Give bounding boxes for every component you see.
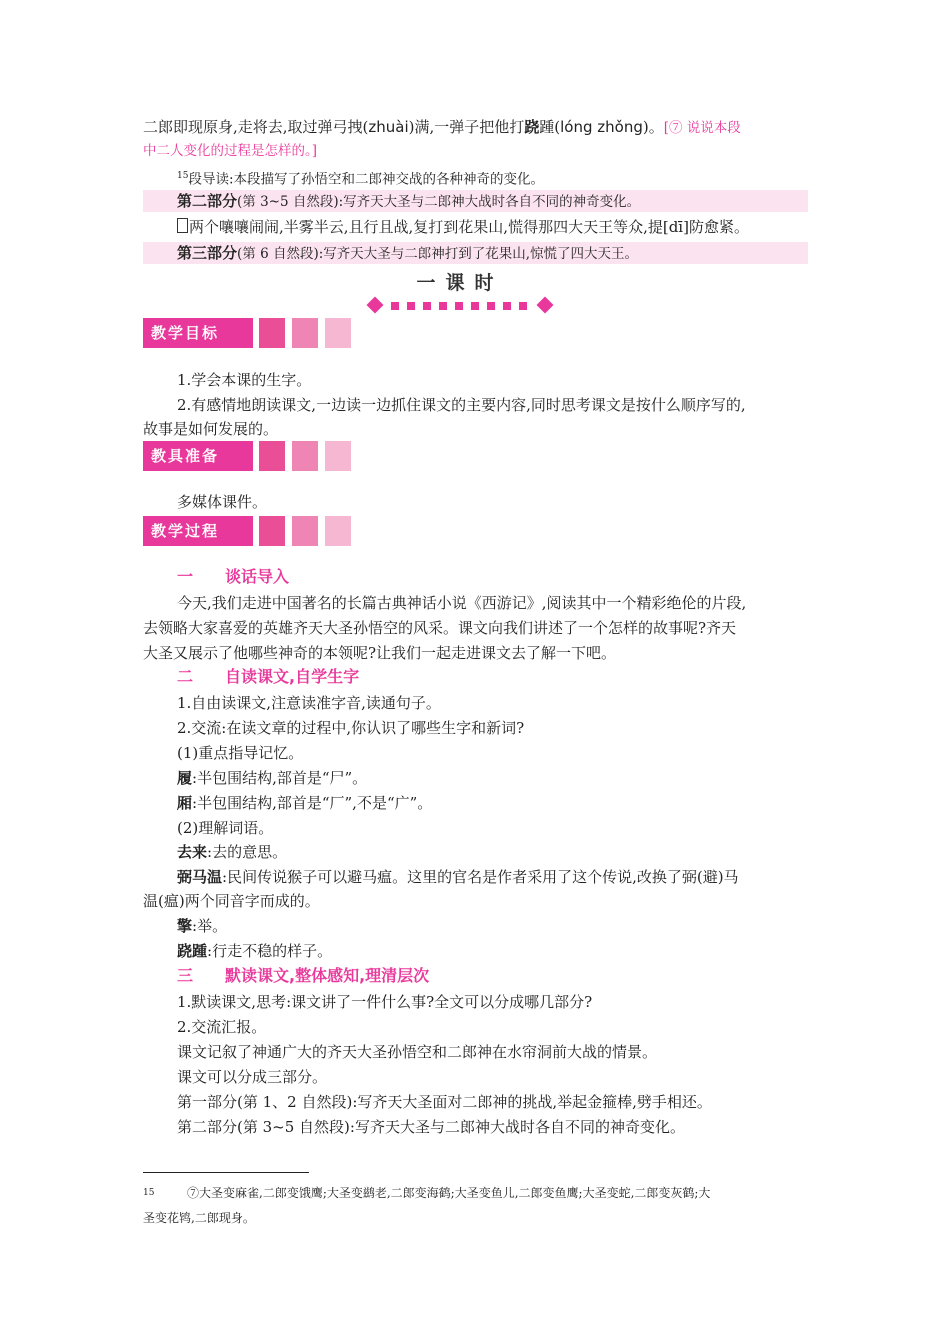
tag-square: [259, 516, 285, 546]
step-line: 第二部分(第 3~5 自然段):写齐天大圣与二郎神大战时各自不同的神奇变化。: [177, 1118, 685, 1136]
guide-line: $^{15}$段导读:本段描写了孙悟空和二郎神交战的各种神奇的变化。: [177, 171, 545, 187]
diamond-icon: [537, 297, 554, 314]
word-entry: 擎:举。: [177, 917, 228, 935]
banner-title: 一课时: [416, 272, 504, 294]
footnote: 15 ⑦大圣变麻雀,二郎变饿鹰;大圣变鹚老,二郎变海鹤;大圣变鱼儿,二郎变鱼鹰;大圣变蛇,二郎变灰鹤;大: [143, 1186, 711, 1200]
intro-line: 去领略大家喜爱的英雄齐天大圣孙悟空的风采。课文向我们讲述了一个怎样的故事呢?齐天: [143, 619, 737, 637]
footnote-cont: 圣变花鸨,二郎现身。: [143, 1211, 255, 1225]
dot-icon: [455, 302, 463, 310]
dot-icon: [487, 302, 495, 310]
text-line: 二郎即现原身,走将去,取过弹弓拽(zhuài)满,一弹子把他打跷踵(lóng zhǒng)。[⑦ 说说本段: [143, 118, 741, 136]
step-line: 1.自由读课文,注意读准字音,读通句子。: [177, 694, 441, 712]
goal-2-cont: 故事是如何发展的。: [143, 420, 279, 438]
tag-square: [292, 516, 318, 546]
step-line: 1.默读课文,思考:课文讲了一件什么事?全文可以分成哪几部分?: [177, 993, 593, 1011]
goal-1: 1.学会本课的生字。: [177, 371, 312, 389]
tag-square: [259, 441, 285, 471]
step-line: 课文可以分成三部分。: [177, 1068, 328, 1086]
step-line: (2)理解词语。: [177, 819, 274, 837]
step-line: 2.交流汇报。: [177, 1018, 267, 1036]
tag-square: [325, 318, 351, 348]
word-entry: 弼马温:民间传说猴子可以避马瘟。这里的官名是作者采用了这个传说,改换了弼(避)马: [177, 868, 739, 886]
tag-square: [259, 318, 285, 348]
step-line: (1)重点指导记忆。: [177, 744, 304, 762]
dot-icon: [391, 302, 399, 310]
lesson-banner: [365, 270, 555, 314]
step-line: 2.交流:在读文章的过程中,你认识了哪些生字和新词?: [177, 719, 525, 737]
part2-band: 第二部分(第 3~5 自然段):写齐天大圣与二郎神大战时各自不同的神奇变化。: [143, 190, 808, 212]
word-entry: 履:半包围结构,部首是“尸”。: [177, 769, 368, 787]
part3-band: 第三部分(第 6 自然段):写齐天大圣与二郎神打到了花果山,惊慌了四大天王。: [143, 242, 808, 264]
section-tag-tools: 教具准备: [143, 441, 253, 471]
goal-2: 2.有感情地朗读课文,一边读一边抓住课文的主要内容,同时思考课文是按什么顺序写的,: [177, 396, 746, 414]
dot-icon: [503, 302, 511, 310]
intro-line: 今天,我们走进中国著名的长篇古典神话小说《西游记》,阅读其中一个精彩绝伦的片段,: [177, 594, 747, 612]
dot-icon: [439, 302, 447, 310]
word-entry: 去来:去的意思。: [177, 843, 288, 861]
tag-square: [292, 441, 318, 471]
heading-1: 一 谈话导入: [177, 567, 290, 586]
annotation-note-cont: 中二人变化的过程是怎样的。]: [143, 143, 318, 159]
paragraph-6: 两个嚷嚷闹闹,半雾半云,且行且战,复打到花果山,慌得那四大天王等众,提[dī]防愈紧。: [177, 216, 808, 238]
word-entry-cont: 温(瘟)两个同音字而成的。: [143, 892, 320, 910]
footnote-divider: [143, 1172, 309, 1173]
step-line: 课文记叙了神通广大的齐天大圣孙悟空和二郎神在水帘洞前大战的情景。: [177, 1043, 658, 1061]
diamond-icon: [367, 297, 384, 314]
heading-3: 三 默读课文,整体感知,理清层次: [177, 966, 430, 985]
dot-icon: [423, 302, 431, 310]
banner-dots: [365, 298, 555, 312]
tag-square: [292, 318, 318, 348]
word-entry: 跷踵:行走不稳的样子。: [177, 942, 333, 960]
word-entry: 厢:半包围结构,部首是“厂”,不是“广”。: [177, 794, 433, 812]
section-tag-process: 教学过程: [143, 516, 253, 546]
annotation-note: [⑦ 说说本段: [663, 120, 741, 136]
missing-glyph-icon: [177, 218, 188, 233]
dot-icon: [407, 302, 415, 310]
step-line: 第一部分(第 1、2 自然段):写齐天大圣面对二郎神的挑战,举起金箍棒,劈手相还。: [177, 1093, 712, 1111]
section-tag-goals: 教学目标: [143, 318, 253, 348]
tag-square: [325, 516, 351, 546]
intro-line: 大圣又展示了他哪些神奇的本领呢?让我们一起走进课文去了解一下吧。: [143, 644, 617, 662]
tools-item: 多媒体课件。: [177, 493, 268, 511]
dot-icon: [471, 302, 479, 310]
heading-2: 二 自读课文,自学生字: [177, 667, 360, 686]
dot-icon: [519, 302, 527, 310]
tag-square: [325, 441, 351, 471]
